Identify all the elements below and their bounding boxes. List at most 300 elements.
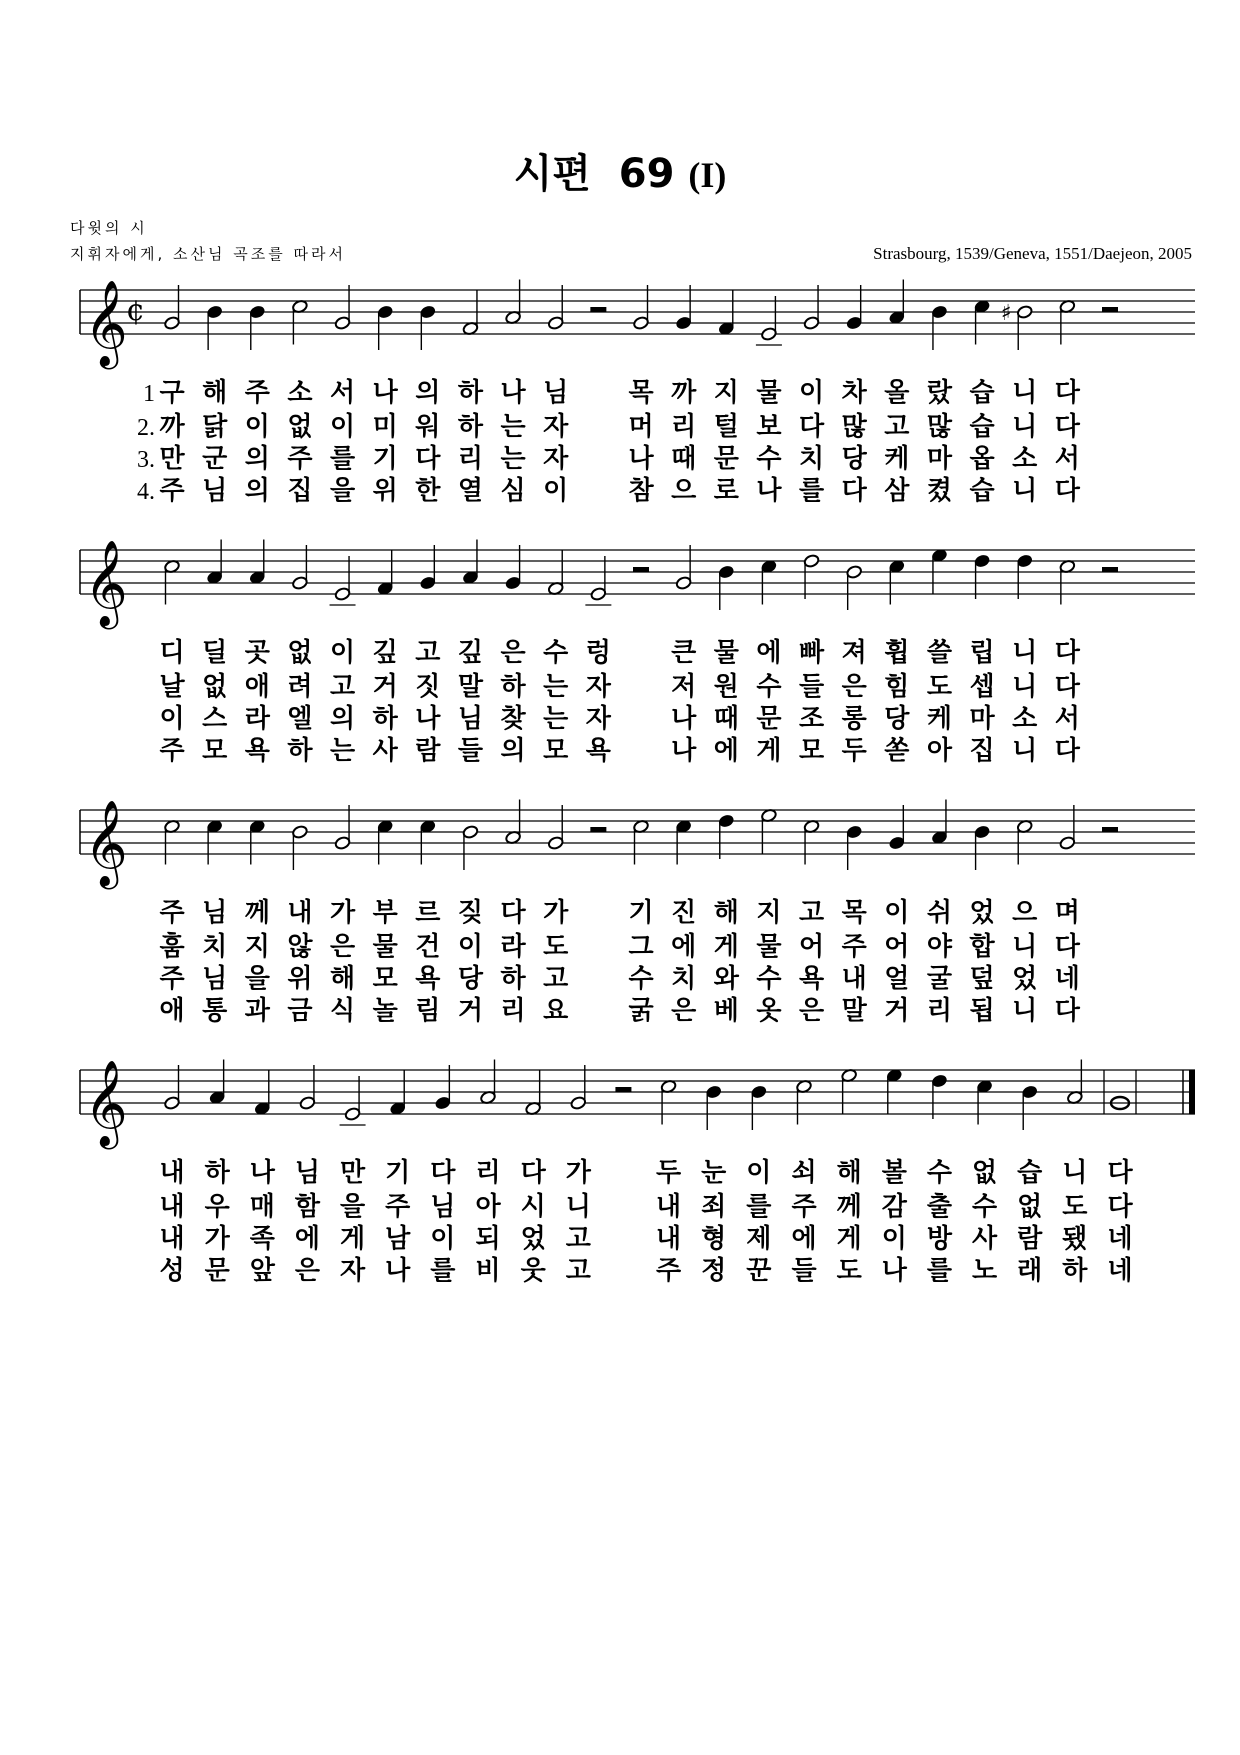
lyric-syllable: 가: [329, 898, 356, 928]
title-suffix: (I): [688, 155, 727, 195]
source-attribution: Strasbourg, 1539/Geneva, 1551/Daejeon, 2005: [873, 244, 1192, 263]
lyric-syllable: 자: [543, 412, 569, 442]
lyric-syllable: 훔: [159, 932, 185, 962]
lyric-syllable: 다: [798, 412, 825, 442]
lyric-syllable: 얼: [884, 964, 910, 994]
staff-system: [80, 1060, 1195, 1287]
lyric-syllable: 해: [202, 378, 228, 408]
lyric-syllable: 도: [1062, 1192, 1088, 1222]
lyric-syllable: 를: [746, 1192, 772, 1222]
lyric-syllable: 습: [969, 412, 995, 442]
lyric-syllable: 기: [372, 444, 398, 474]
lyric-syllable: 하: [372, 704, 398, 734]
lyric-syllable: 다: [1054, 378, 1080, 408]
lyric-syllable: 롱: [841, 704, 867, 734]
staff-system: [80, 540, 1195, 767]
lyric-syllable: 만: [340, 1158, 366, 1188]
lyric-syllable: 네: [1107, 1256, 1133, 1286]
lyric-syllable: 리: [671, 412, 697, 442]
lyric-syllable: 이: [884, 898, 910, 928]
lyric-syllable: 아: [926, 736, 953, 766]
half-rest: [590, 827, 606, 832]
lyric-syllable: 성: [159, 1256, 185, 1286]
lyric-syllable: 수: [756, 964, 782, 994]
lyric-syllable: 마: [926, 444, 953, 474]
lyric-syllable: 내: [287, 898, 313, 928]
lyric-syllable: 방: [926, 1224, 952, 1254]
lyric-syllable: 케: [926, 704, 953, 734]
lyric-syllable: 없: [287, 638, 313, 668]
lyric-syllable: 당: [841, 444, 867, 474]
lyric-syllable: 우: [204, 1192, 230, 1222]
lyric-syllable: 물: [372, 932, 398, 962]
half-rest: [590, 307, 606, 312]
lyric-syllable: 휩: [884, 638, 910, 668]
lyric-syllable: 참: [628, 476, 654, 506]
lyric-syllable: 나: [756, 476, 782, 506]
half-rest: [615, 1087, 631, 1092]
lyric-syllable: 죄: [701, 1192, 727, 1222]
lyric-syllable: 다: [1107, 1158, 1133, 1188]
lyric-syllable: 그: [628, 932, 654, 962]
lyric-syllable: 치: [202, 932, 228, 962]
lyric-syllable: 치: [671, 964, 697, 994]
lyric-syllable: 많: [841, 412, 867, 442]
lyric-syllable: 않: [287, 932, 313, 962]
lyric-syllable: 내: [159, 1158, 185, 1188]
lyric-syllable: 삼: [884, 476, 910, 506]
lyric-syllable: 니: [1012, 476, 1038, 506]
lyric-syllable: 두: [841, 736, 867, 766]
lyric-syllable: 까: [159, 412, 185, 442]
lyric-syllable: 져: [841, 638, 867, 668]
lyric-syllable: 는: [543, 704, 569, 734]
subtitle-line-2: 지휘자에게, 소산님 곡조를 따라서: [70, 245, 346, 263]
lyric-syllable: 저: [671, 672, 697, 702]
lyric-syllable: 소: [1012, 704, 1038, 734]
lyric-syllable: 다: [1054, 932, 1080, 962]
lyric-syllable: 올: [884, 378, 910, 408]
lyric-syllable: 목: [841, 898, 867, 928]
lyric-syllable: 은: [500, 638, 526, 668]
lyric-syllable: 합: [969, 932, 995, 962]
lyric-syllable: 없: [1017, 1192, 1043, 1222]
lyric-syllable: 네: [1107, 1224, 1133, 1254]
lyric-syllable: 곳: [244, 638, 270, 668]
lyric-syllable: 서: [1054, 444, 1080, 474]
lyric-syllable: 가: [543, 898, 569, 928]
lyric-syllable: 은: [798, 996, 825, 1026]
lyric-syllable: 거: [372, 672, 398, 702]
lyric-syllable: 됩: [969, 996, 995, 1026]
lyric-syllable: 하: [204, 1158, 230, 1188]
lyric-syllable: 수: [543, 638, 569, 668]
lyric-syllable: 나: [628, 444, 654, 474]
lyric-syllable: 니: [1012, 672, 1038, 702]
lyric-syllable: 제: [746, 1224, 772, 1254]
verse-number: 3.: [137, 447, 155, 473]
lyric-syllable: 문: [756, 704, 782, 734]
lyric-syllable: 모: [202, 736, 228, 766]
lyric-syllable: 출: [926, 1192, 952, 1222]
lyric-syllable: 을: [244, 964, 270, 994]
treble-clef: 𝄞: [84, 800, 128, 886]
lyric-syllable: 주: [159, 964, 185, 994]
lyric-syllable: 께: [244, 898, 270, 928]
lyric-syllable: 모: [372, 964, 398, 994]
lyric-syllable: 님: [543, 378, 569, 408]
lyric-syllable: 거: [457, 996, 484, 1026]
lyric-syllable: 는: [500, 412, 526, 442]
lyric-syllable: 머: [628, 412, 654, 442]
lyric-syllable: 모: [543, 736, 569, 766]
lyric-syllable: 털: [713, 412, 739, 442]
lyric-syllable: 나: [881, 1256, 907, 1286]
lyric-syllable: 지: [756, 898, 782, 928]
lyric-syllable: 님: [430, 1192, 456, 1222]
lyric-syllable: 식: [329, 996, 356, 1026]
lyric-syllable: 워: [415, 412, 441, 442]
lyric-syllable: 었: [1012, 964, 1038, 994]
lyric-syllable: 은: [329, 932, 356, 962]
lyric-syllable: 자: [340, 1256, 366, 1286]
lyric-syllable: 니: [1012, 736, 1038, 766]
lyric-syllable: 조: [798, 704, 825, 734]
lyric-syllable: 을: [329, 476, 356, 506]
lyric-syllable: 리: [926, 996, 953, 1026]
lyric-syllable: 하: [457, 378, 484, 408]
lyric-syllable: 치: [798, 444, 825, 474]
lyric-syllable: 집: [287, 476, 313, 506]
lyric-syllable: 다: [1054, 996, 1080, 1026]
lyric-syllable: 자: [585, 704, 611, 734]
lyric-syllable: 쓸: [926, 638, 953, 668]
lyric-syllable: 함: [294, 1192, 320, 1222]
lyric-syllable: 는: [500, 444, 526, 474]
lyric-syllable: 때: [713, 704, 739, 734]
lyric-syllable: 디: [159, 638, 185, 668]
lyric-syllable: 남: [385, 1224, 411, 1254]
lyric-syllable: 은: [841, 672, 867, 702]
lyric-syllable: 물: [756, 378, 782, 408]
lyric-syllable: 형: [701, 1224, 727, 1254]
lyric-syllable: 한: [415, 476, 441, 506]
lyric-syllable: 이: [543, 476, 569, 506]
lyric-syllable: 서: [1054, 704, 1080, 734]
lyric-syllable: 눈: [701, 1158, 727, 1188]
lyric-syllable: 람: [415, 736, 441, 766]
lyric-syllable: 에: [713, 736, 739, 766]
lyric-syllable: 나: [385, 1256, 411, 1286]
lyric-syllable: 를: [329, 444, 356, 474]
lyric-syllable: 해: [836, 1158, 862, 1188]
lyric-syllable: 날: [159, 672, 185, 702]
lyric-syllable: 되: [475, 1224, 501, 1254]
lyric-syllable: 네: [1054, 964, 1080, 994]
lyric-syllable: 려: [287, 672, 313, 702]
lyric-syllable: 의: [415, 378, 441, 408]
lyric-syllable: 다: [1054, 672, 1080, 702]
lyric-syllable: 나: [249, 1158, 275, 1188]
lyric-syllable: 당: [457, 964, 484, 994]
lyric-syllable: 만: [159, 444, 185, 474]
lyric-syllable: 나: [671, 704, 697, 734]
time-signature: ¢: [126, 293, 146, 328]
title-text: 시편: [513, 151, 591, 197]
treble-clef: 𝄞: [84, 1060, 128, 1146]
half-rest: [1102, 307, 1118, 312]
subtitle-line-1: 다윗의 시: [70, 219, 148, 237]
lyric-syllable: 다: [1107, 1192, 1133, 1222]
lyric-syllable: 님: [294, 1158, 320, 1188]
lyric-syllable: 를: [430, 1256, 456, 1286]
lyric-syllable: 니: [1012, 638, 1038, 668]
lyric-syllable: 주: [656, 1256, 682, 1286]
lyric-syllable: 니: [565, 1192, 591, 1222]
lyric-syllable: 모: [798, 736, 825, 766]
lyric-syllable: 미: [372, 412, 398, 442]
lyric-syllable: 이: [746, 1158, 772, 1188]
lyric-syllable: 게: [756, 736, 782, 766]
lyric-syllable: 나: [415, 704, 441, 734]
lyric-syllable: 두: [656, 1158, 682, 1188]
lyric-syllable: 요: [543, 996, 569, 1026]
lyric-syllable: 다: [1054, 736, 1080, 766]
lyric-syllable: 수: [756, 444, 782, 474]
lyric-syllable: 로: [713, 476, 739, 506]
lyric-syllable: 기: [628, 898, 654, 928]
lyric-syllable: 집: [969, 736, 995, 766]
lyric-syllable: 이: [329, 412, 356, 442]
half-rest: [633, 567, 649, 572]
lyric-syllable: 다: [841, 476, 867, 506]
final-barline-thick: [1189, 1070, 1195, 1114]
lyric-syllable: 고: [415, 638, 441, 668]
lyric-syllable: 주: [159, 898, 185, 928]
lyric-syllable: 서: [329, 378, 356, 408]
lyric-syllable: 다: [500, 898, 526, 928]
lyric-syllable: 들: [457, 736, 484, 766]
lyric-syllable: 주: [287, 444, 313, 474]
lyric-syllable: 렁: [585, 638, 611, 668]
lyric-syllable: 웃: [520, 1256, 546, 1286]
lyric-syllable: 금: [287, 996, 313, 1026]
lyric-syllable: 열: [457, 476, 484, 506]
lyric-syllable: 님: [202, 898, 228, 928]
lyric-syllable: 닭: [202, 412, 228, 442]
lyric-syllable: 하: [1062, 1256, 1088, 1286]
lyric-syllable: 깊: [457, 638, 484, 668]
lyric-syllable: 다: [430, 1158, 456, 1188]
lyric-syllable: 다: [1054, 412, 1080, 442]
lyric-syllable: 다: [1054, 476, 1080, 506]
lyric-syllable: 자: [543, 444, 569, 474]
treble-clef: 𝄞: [84, 540, 128, 626]
lyric-syllable: 내: [656, 1192, 682, 1222]
lyric-syllable: 하: [457, 412, 484, 442]
lyric-syllable: 이: [457, 932, 484, 962]
lyric-syllable: 르: [415, 898, 441, 928]
lyric-syllable: 주: [244, 378, 270, 408]
lyric-syllable: 고: [329, 672, 356, 702]
sharp-sign: ♯: [1000, 301, 1012, 326]
lyric-syllable: 많: [926, 412, 953, 442]
lyric-syllable: 사: [972, 1224, 998, 1254]
lyric-syllable: 다: [1054, 638, 1080, 668]
lyric-syllable: 덮: [969, 964, 995, 994]
lyric-syllable: 노: [972, 1256, 998, 1286]
lyric-syllable: 거: [884, 996, 910, 1026]
lyric-syllable: 차: [841, 378, 867, 408]
lyric-syllable: 짖: [457, 898, 484, 928]
lyric-syllable: 이: [329, 638, 356, 668]
lyric-syllable: 으: [1012, 898, 1038, 928]
lyric-syllable: 주: [159, 476, 185, 506]
lyric-syllable: 람: [1017, 1224, 1043, 1254]
lyric-syllable: 비: [475, 1256, 501, 1286]
lyric-syllable: 없: [287, 412, 313, 442]
lyric-syllable: 고: [543, 964, 569, 994]
lyric-syllable: 위: [287, 964, 313, 994]
lyric-syllable: 군: [202, 444, 228, 474]
lyric-syllable: 는: [329, 736, 356, 766]
lyric-syllable: 나: [671, 736, 697, 766]
lyric-syllable: 족: [249, 1224, 275, 1254]
lyric-syllable: 케: [884, 444, 910, 474]
lyric-syllable: 리: [457, 444, 484, 474]
lyric-syllable: 아: [475, 1192, 501, 1222]
lyric-syllable: 림: [415, 996, 441, 1026]
lyric-syllable: 내: [159, 1224, 185, 1254]
lyric-syllable: 님: [202, 964, 228, 994]
lyric-syllable: 니: [1012, 996, 1038, 1026]
verse-number: 4.: [137, 479, 155, 505]
lyric-syllable: 빠: [798, 638, 825, 668]
lyric-syllable: 어: [884, 932, 910, 962]
staff-system: [80, 280, 1195, 507]
lyric-syllable: 앞: [249, 1256, 275, 1286]
lyric-syllable: 으: [671, 476, 697, 506]
lyric-syllable: 게: [340, 1224, 366, 1254]
lyric-syllable: 옵: [969, 444, 995, 474]
lyric-syllable: 수: [972, 1192, 998, 1222]
lyric-syllable: 위: [372, 476, 398, 506]
lyric-syllable: 주: [159, 736, 185, 766]
lyric-syllable: 문: [713, 444, 739, 474]
lyric-syllable: 옷: [756, 996, 782, 1026]
verse-number: 1: [143, 381, 155, 407]
lyric-syllable: 욕: [415, 964, 441, 994]
half-rest: [1102, 567, 1118, 572]
lyric-syllable: 구: [159, 378, 185, 408]
lyric-syllable: 리: [475, 1158, 501, 1188]
lyric-syllable: 쉬: [926, 898, 953, 928]
lyric-syllable: 주: [385, 1192, 411, 1222]
lyric-syllable: 가: [204, 1224, 230, 1254]
lyric-syllable: 지: [244, 932, 270, 962]
lyric-syllable: 습: [1017, 1158, 1043, 1188]
title-number: 69: [618, 151, 675, 197]
lyric-syllable: 목: [628, 378, 654, 408]
lyric-syllable: 때: [671, 444, 697, 474]
lyric-syllable: 됐: [1062, 1224, 1088, 1254]
lyric-syllable: 자: [585, 672, 611, 702]
lyric-syllable: 의: [244, 476, 270, 506]
lyric-syllable: 쏟: [884, 736, 910, 766]
lyric-syllable: 당: [884, 704, 910, 734]
lyric-syllable: 에: [671, 932, 697, 962]
lyric-syllable: 님: [202, 476, 228, 506]
treble-clef: 𝄞: [84, 280, 128, 366]
lyric-syllable: 니: [1062, 1158, 1088, 1188]
lyric-syllable: 게: [713, 932, 739, 962]
lyric-syllable: 놀: [372, 996, 398, 1026]
lyric-syllable: 말: [457, 672, 484, 702]
lyric-syllable: 다: [520, 1158, 546, 1188]
lyric-syllable: 며: [1054, 898, 1080, 928]
lyric-syllable: 나: [372, 378, 398, 408]
lyric-syllable: 부: [372, 898, 398, 928]
lyric-syllable: 게: [836, 1224, 862, 1254]
lyric-syllable: 가: [565, 1158, 591, 1188]
half-rest: [1102, 827, 1118, 832]
lyric-syllable: 없: [972, 1158, 998, 1188]
lyric-syllable: 없: [202, 672, 228, 702]
lyric-syllable: 욕: [798, 964, 825, 994]
lyric-syllable: 에: [791, 1224, 817, 1254]
lyric-syllable: 수: [756, 672, 782, 702]
lyric-syllable: 욕: [244, 736, 270, 766]
lyric-syllable: 진: [671, 898, 697, 928]
lyric-syllable: 문: [204, 1256, 230, 1286]
lyric-syllable: 이: [881, 1224, 907, 1254]
lyric-syllable: 욕: [585, 736, 611, 766]
lyric-syllable: 고: [565, 1256, 591, 1286]
lyric-syllable: 들: [798, 672, 825, 702]
lyric-syllable: 에: [756, 638, 782, 668]
lyric-syllable: 굴: [926, 964, 953, 994]
lyric-syllable: 라: [244, 704, 270, 734]
lyric-syllable: 물: [713, 638, 739, 668]
staff-system: [80, 800, 1195, 1027]
lyric-syllable: 원: [713, 672, 739, 702]
lyric-syllable: 이: [798, 378, 825, 408]
lyric-syllable: 님: [457, 704, 484, 734]
lyric-syllable: 도: [543, 932, 569, 962]
lyric-syllable: 건: [415, 932, 441, 962]
lyric-syllable: 쇠: [791, 1158, 817, 1188]
lyric-syllable: 의: [500, 736, 526, 766]
lyric-syllable: 도: [836, 1256, 862, 1286]
lyric-syllable: 꾼: [746, 1256, 772, 1286]
lyric-syllable: 물: [756, 932, 782, 962]
lyric-syllable: 까: [671, 378, 697, 408]
lyric-syllable: 소: [287, 378, 313, 408]
lyric-syllable: 애: [244, 672, 270, 702]
lyric-syllable: 큰: [671, 638, 697, 668]
lyric-syllable: 베: [713, 996, 739, 1026]
lyric-syllable: 통: [202, 996, 228, 1026]
lyric-syllable: 하: [500, 964, 526, 994]
lyric-syllable: 리: [500, 996, 526, 1026]
lyric-syllable: 해: [713, 898, 739, 928]
lyric-syllable: 고: [884, 412, 910, 442]
lyric-syllable: 수: [926, 1158, 952, 1188]
lyric-syllable: 말: [841, 996, 867, 1026]
lyric-syllable: 니: [1012, 412, 1038, 442]
lyric-syllable: 내: [159, 1192, 185, 1222]
lyric-syllable: 보: [756, 412, 782, 442]
